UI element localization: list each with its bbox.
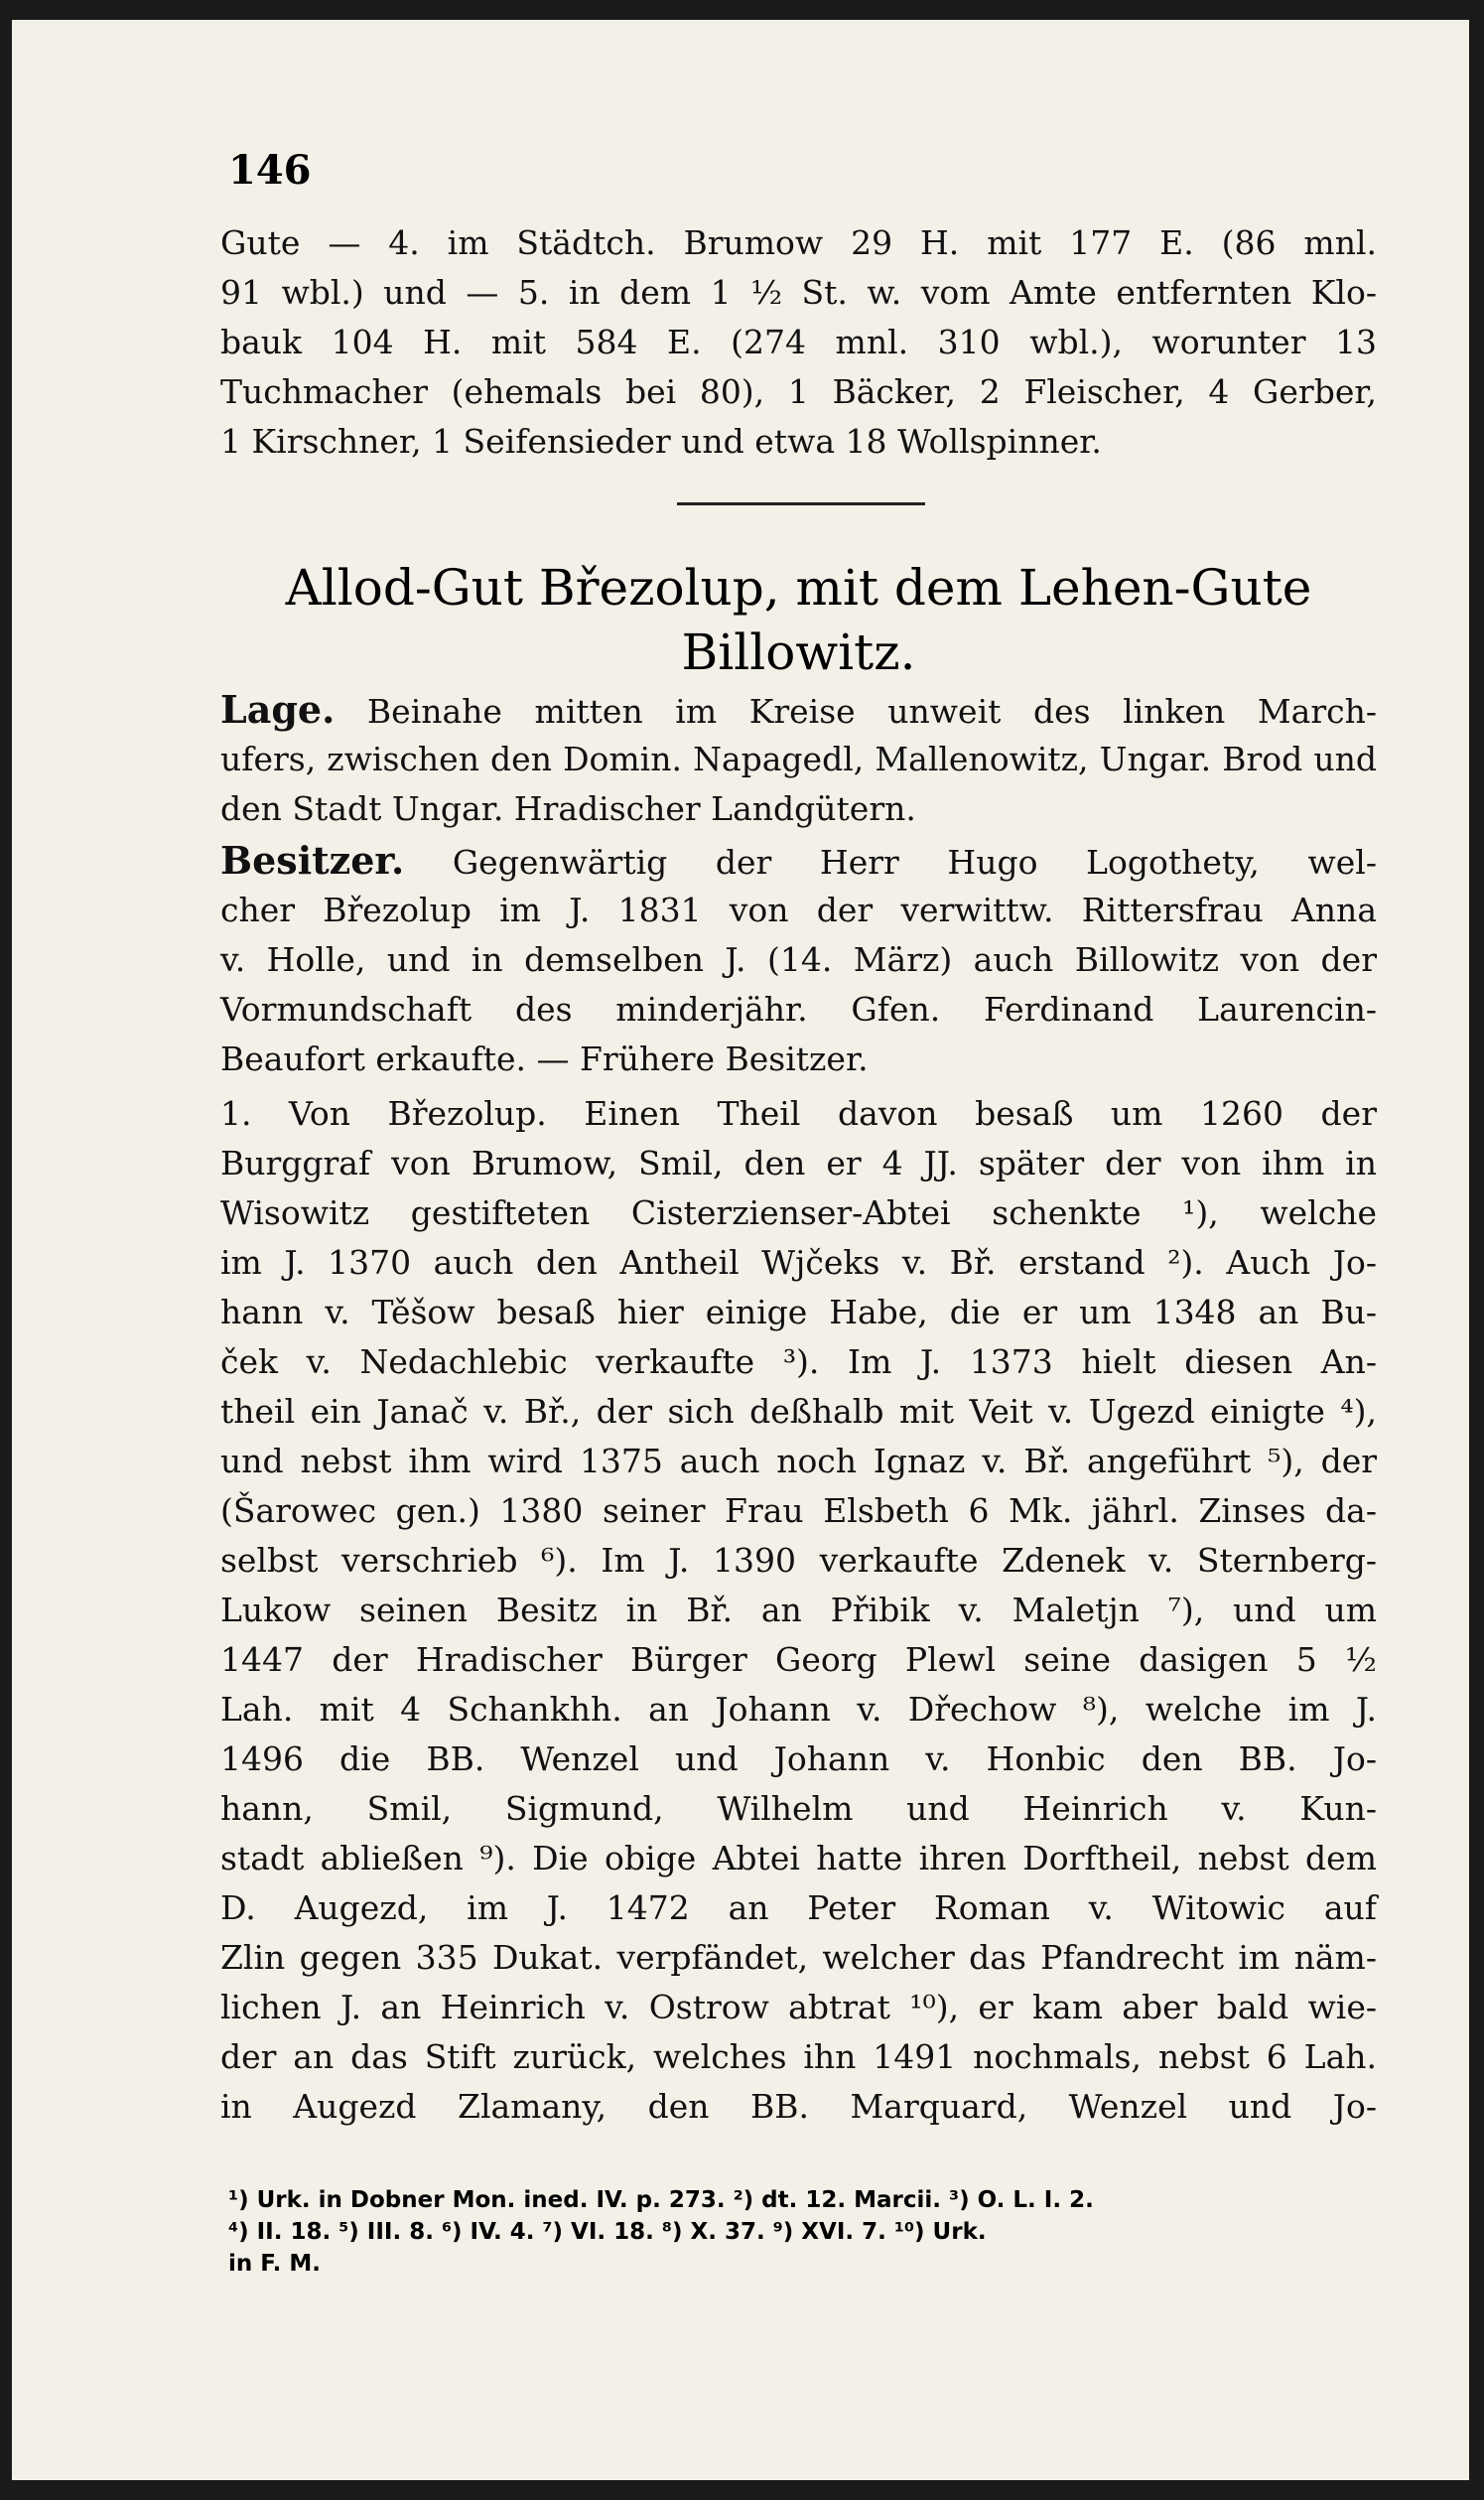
history-paragraph	[220, 1089, 1377, 2132]
text-line: 1496 die BB. Wenzel und Johann v. Honbic den BB. Jo-	[220, 1739, 1377, 1778]
text-line: stadt abließen ⁹). Die obige Abtei hatte ihren Dorftheil, nebst dem	[220, 1839, 1377, 1877]
text-line: der an das Stift zurück, welches ihn 1491 nochmals, nebst 6 Lah.	[220, 2037, 1377, 2076]
page-number: 146	[228, 147, 312, 194]
lage-paragraph	[220, 685, 1377, 834]
text-line: theil ein Janač v. Bř., der sich deßhalb mit Veit v. Ugezd einigte ⁴),	[220, 1392, 1377, 1431]
text-line: Lah. mit 4 Schankhh. an Johann v. Dřechow ⁸), welche im J.	[220, 1690, 1377, 1729]
text-line: bauk 104 H. mit 584 E. (274 mnl. 310 wbl.), worunter 13	[220, 323, 1377, 361]
besitzer-label: Besitzer.	[220, 838, 405, 883]
text-line: 1 Kirschner, 1 Seifensieder und etwa 18 Wollspinner.	[220, 422, 1102, 461]
text-line: hann, Smil, Sigmund, Wilhelm und Heinrich v. Kun-	[220, 1789, 1377, 1828]
text-line: Burggraf von Brumow, Smil, den er 4 JJ. später der von ihm in	[220, 1144, 1377, 1182]
heading-line: Allod-Gut Březolup, mit dem Lehen-Gute	[285, 559, 1312, 617]
text-line: ufers, zwischen den Domin. Napagedl, Mallenowitz, Ungar. Brod und	[220, 740, 1377, 778]
text-line: (Šarowec gen.) 1380 seiner Frau Elsbeth 6 Mk. jährl. Zinses da-	[220, 1491, 1377, 1530]
besitzer-paragraph	[220, 836, 1377, 1084]
text-line: 1447 der Hradischer Bürger Georg Plewl seine dasigen 5 ½	[220, 1640, 1377, 1679]
footnotes	[228, 2184, 1380, 2280]
section-heading	[210, 556, 1387, 685]
text-line: lichen J. an Heinrich v. Ostrow abtrat ¹⁰), er kam aber bald wie-	[220, 1988, 1377, 2026]
text-line: Vormundschaft des minderjähr. Gfen. Ferdinand Laurencin-	[220, 990, 1377, 1029]
footnote-line: ⁴) II. 18. ⁵) III. 8. ⁶) IV. 4. ⁷) VI. 18. ⁸) X. 37. ⁹) XVI. 7. ¹⁰) Urk.	[228, 2219, 987, 2245]
text-line: Beaufort erkaufte. — Frühere Besitzer.	[220, 1040, 869, 1078]
text-line: selbst verschrieb ⁶). Im J. 1390 verkaufte Zdenek v. Sternberg-	[220, 1541, 1377, 1580]
text-line: Wisowitz gestifteten Cisterzienser-Abtei schenkte ¹), welche	[220, 1193, 1377, 1232]
text-line: Lukow seinen Besitz in Bř. an Přibik v. Maletjn ⁷), und um	[220, 1591, 1377, 1629]
text-line: hann v. Těšow besaß hier einige Habe, die er um 1348 an Bu-	[220, 1293, 1377, 1331]
text-line: D. Augezd, im J. 1472 an Peter Roman v. Witowic auf	[220, 1888, 1377, 1927]
section-divider	[677, 502, 925, 505]
text-line: den Stadt Ungar. Hradischer Landgütern.	[220, 789, 916, 828]
text-line: in Augezd Zlamany, den BB. Marquard, Wenzel und Jo-	[220, 2087, 1377, 2126]
text-line: im J. 1370 auch den Antheil Wjčeks v. Bř. erstand ²). Auch Jo-	[220, 1243, 1377, 1282]
text-line: Tuchmacher (ehemals bei 80), 1 Bäcker, 2 Fleischer, 4 Gerber,	[220, 372, 1377, 411]
footnote-line: in F. M.	[228, 2251, 321, 2277]
text-line: Beinahe mitten im Kreise unweit des linken March-	[335, 692, 1377, 731]
lage-label: Lage.	[220, 687, 336, 732]
footnote-line: ¹) Urk. in Dobner Mon. ined. IV. p. 273. ²) dt. 12. Marcii. ³) O. L. I. 2.	[228, 2187, 1094, 2213]
intro-paragraph	[220, 218, 1377, 467]
text-line: 1. Von Březolup. Einen Theil davon besaß um 1260 der	[220, 1094, 1377, 1133]
text-line: Gute — 4. im Städtch. Brumow 29 H. mit 177 E. (86 mnl.	[220, 223, 1377, 262]
text-line: 91 wbl.) und — 5. in dem 1 ½ St. w. vom Amte entfernten Klo-	[220, 273, 1377, 312]
text-line: v. Holle, und in demselben J. (14. März) auch Billowitz von der	[220, 940, 1377, 979]
text-line: cher Březolup im J. 1831 von der verwittw. Rittersfrau Anna	[220, 891, 1377, 929]
text-line: Gegenwärtig der Herr Hugo Logothety, wel-	[404, 843, 1377, 882]
heading-line: Billowitz.	[681, 624, 916, 681]
text-line: Zlin gegen 335 Dukat. verpfändet, welcher das Pfandrecht im näm-	[220, 1938, 1377, 1977]
text-line: ček v. Nedachlebic verkaufte ³). Im J. 1373 hielt diesen An-	[220, 1342, 1377, 1381]
page	[12, 20, 1469, 2480]
text-line: und nebst ihm wird 1375 auch noch Ignaz v. Bř. angeführt ⁵), der	[220, 1442, 1377, 1480]
